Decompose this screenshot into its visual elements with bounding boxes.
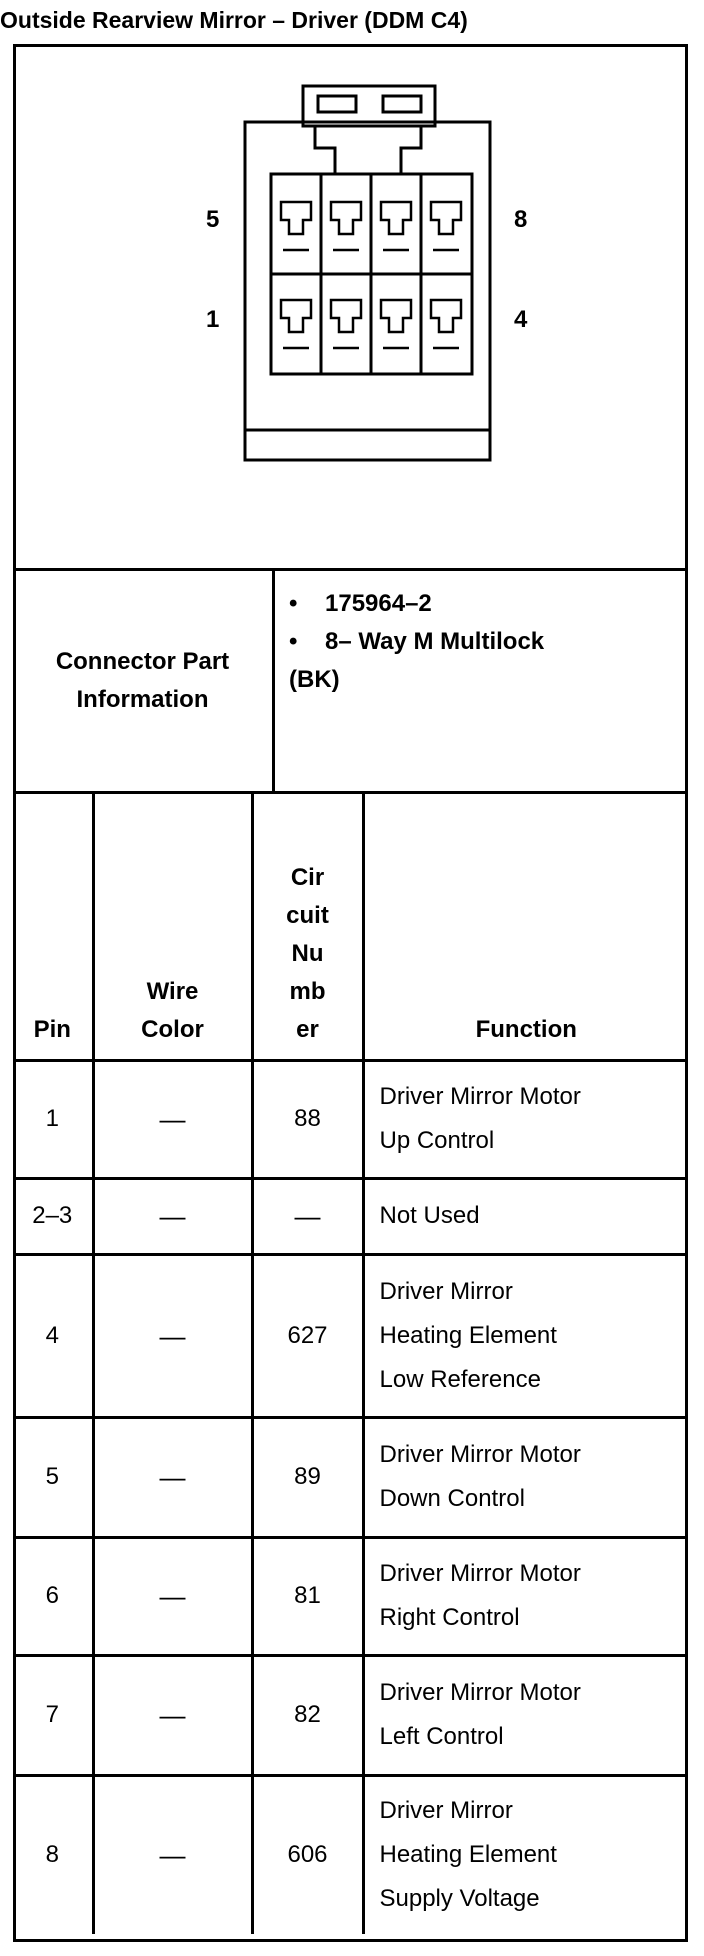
cell-pin: 6 xyxy=(13,1537,93,1655)
header-function: Function xyxy=(363,794,688,1060)
cell-pin: 1 xyxy=(13,1060,93,1178)
connector-part-info-label xyxy=(13,571,275,791)
connector-diagram xyxy=(13,44,688,571)
cell-pin: 7 xyxy=(13,1655,93,1775)
function-line: Driver Mirror Motor xyxy=(379,1441,581,1468)
label-line: Connector Part xyxy=(55,648,230,675)
table-row xyxy=(13,1178,688,1254)
function-line: Supply Voltage xyxy=(379,1885,540,1913)
terminal-cavity xyxy=(431,202,461,234)
terminal-cavity xyxy=(381,202,411,234)
table-row xyxy=(13,1060,688,1178)
bullet: • xyxy=(289,590,298,617)
table-header-row xyxy=(13,794,688,1060)
latch-arm-right xyxy=(401,126,421,174)
table-row xyxy=(13,1254,688,1417)
terminal-cavity xyxy=(431,300,461,332)
cell-wire-color: — xyxy=(93,1060,252,1178)
connector-type-item xyxy=(289,623,669,661)
table-row xyxy=(13,1537,688,1655)
connector-drawing xyxy=(13,44,688,571)
function-line: Right Control xyxy=(379,1604,520,1631)
cell-function xyxy=(363,1417,688,1537)
terminal-cavity xyxy=(381,300,411,332)
function-line: Heating Element xyxy=(379,1321,557,1349)
part-number-item xyxy=(289,585,669,623)
header-line: cuit xyxy=(286,901,329,929)
cell-function xyxy=(363,1060,688,1178)
cell-circuit: 82 xyxy=(252,1655,363,1775)
function-line: Not Used xyxy=(379,1202,480,1229)
cell-wire-color: — xyxy=(93,1178,252,1254)
page-title: Outside Rearview Mirror – Driver (DDM C4) xyxy=(0,7,468,33)
function-line: Driver Mirror Motor xyxy=(379,1679,581,1706)
cell-function xyxy=(363,1178,688,1254)
cell-pin: 8 xyxy=(13,1775,93,1934)
terminal-cavity xyxy=(281,202,311,234)
header-line: Color xyxy=(141,1015,204,1043)
function-line: Heating Element xyxy=(379,1841,557,1869)
function-line: Low Reference xyxy=(379,1365,541,1393)
latch-housing xyxy=(303,86,435,126)
pin-table xyxy=(13,794,688,1934)
header-line: er xyxy=(296,1015,319,1043)
cell-function xyxy=(363,1775,688,1934)
terminal-cavity xyxy=(281,300,311,332)
header-line: Wire xyxy=(146,977,199,1005)
cell-function xyxy=(363,1537,688,1655)
cell-circuit: 89 xyxy=(252,1417,363,1537)
label-line: Information xyxy=(76,686,209,713)
cell-wire-color: — xyxy=(93,1417,252,1537)
function-line: Down Control xyxy=(379,1485,525,1512)
connector-color: (BK) xyxy=(289,666,340,693)
cell-circuit: 81 xyxy=(252,1537,363,1655)
header-line: Nu xyxy=(291,939,324,967)
header-pin: Pin xyxy=(13,794,93,1060)
latch-arm-left xyxy=(315,126,335,174)
function-line: Driver Mirror xyxy=(379,1277,513,1305)
connector-part-information xyxy=(13,571,688,794)
part-number: 175964–2 xyxy=(325,590,432,617)
cell-function xyxy=(363,1655,688,1775)
cell-circuit: 627 xyxy=(252,1254,363,1417)
function-line: Up Control xyxy=(379,1127,495,1154)
function-line: Driver Mirror Motor xyxy=(379,1560,581,1587)
cell-pin: 4 xyxy=(13,1254,93,1417)
cell-function xyxy=(363,1254,688,1417)
cell-circuit: — xyxy=(252,1178,363,1254)
function-line: Driver Mirror xyxy=(379,1797,513,1825)
cell-wire-color: — xyxy=(93,1655,252,1775)
cell-circuit: 88 xyxy=(252,1060,363,1178)
pin-label-8: 8 xyxy=(514,206,528,233)
latch-slot-right xyxy=(383,96,421,112)
header-line: mb xyxy=(289,977,326,1005)
terminal-cavity xyxy=(331,202,361,234)
bullet: • xyxy=(289,628,298,655)
table-row xyxy=(13,1775,688,1934)
cell-circuit: 606 xyxy=(252,1775,363,1934)
cell-pin: 2–3 xyxy=(13,1178,93,1254)
pin-label-1: 1 xyxy=(206,306,220,333)
connector-part-info-values xyxy=(289,585,669,699)
cell-pin: 5 xyxy=(13,1417,93,1537)
latch-slot-left xyxy=(318,96,356,112)
function-line: Left Control xyxy=(379,1723,504,1750)
terminal-cavity xyxy=(331,300,361,332)
header-line: Cir xyxy=(290,863,325,891)
header-wire-color xyxy=(93,794,252,1060)
function-line: Driver Mirror Motor xyxy=(379,1083,581,1110)
cell-wire-color: — xyxy=(93,1537,252,1655)
connector-type: 8– Way M Multilock xyxy=(325,628,545,655)
pin-label-4: 4 xyxy=(514,306,528,333)
table-row xyxy=(13,1655,688,1775)
cell-wire-color: — xyxy=(93,1254,252,1417)
pin-label-5: 5 xyxy=(206,206,220,233)
table-row xyxy=(13,1417,688,1537)
cell-wire-color: — xyxy=(93,1775,252,1934)
header-circuit-number xyxy=(252,794,363,1060)
